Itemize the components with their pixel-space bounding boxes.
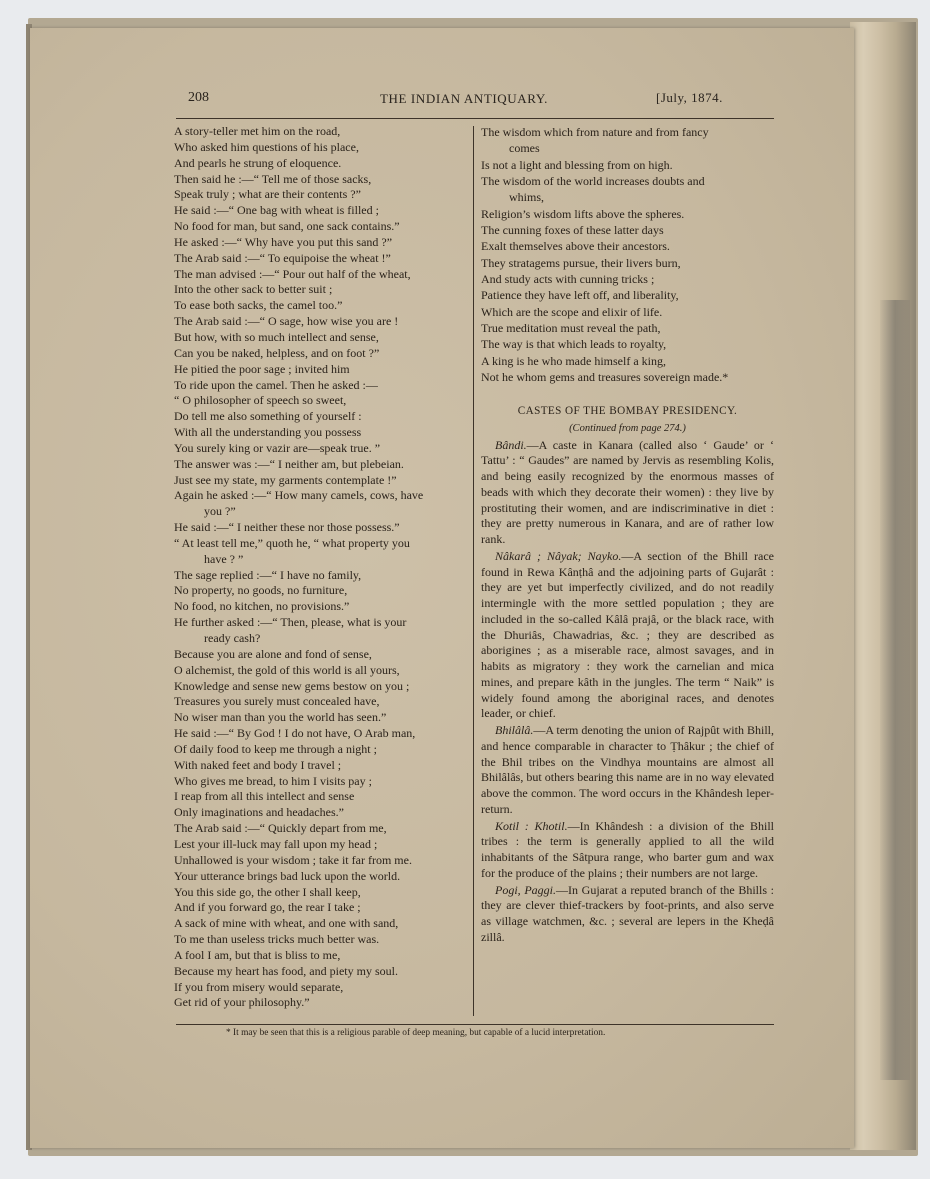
poem-line: The way is that which leads to royalty, (481, 337, 667, 352)
poem-line: Into the other sack to better suit ; (174, 282, 333, 297)
header-rule (176, 118, 774, 119)
poem-line: A fool I am, but that is bliss to me, (174, 947, 341, 962)
poem-line: Get rid of your philosophy.” (174, 995, 310, 1010)
poem-line: The answer was :—“ I neither am, but plebeian. (174, 456, 404, 471)
poem-line: Patience they have left off, and liberality, (481, 288, 679, 303)
poem-line: He said :—“ By God ! I do not have, O Arab man, (174, 726, 416, 741)
poem-line: No property, no goods, no furniture, (174, 583, 348, 598)
poem-line: And study acts with cunning tricks ; (481, 272, 655, 287)
poem-line: Lest your ill-luck may fall upon my head ; (174, 836, 378, 851)
poem-line: Religion’s wisdom lifts above the spheres. (481, 206, 685, 221)
poem-line: Because you are alone and fond of sense, (174, 646, 372, 661)
poem-line: The Arab said :—“ O sage, how wise you are ! (174, 314, 399, 329)
poem-line: The man advised :—“ Pour out half of the wheat, (174, 266, 411, 281)
poem-line: Only imaginations and headaches.” (174, 805, 344, 820)
caste-description: —In Khândesh : a division of the Bhill tribes : the term is generally applied to all the wild inhabitants of the Sâtpura range, who barter gum and wax for the produce of the plains ; their numbers are not large. (481, 818, 775, 880)
poem-line: No food, no kitchen, no provisions.” (174, 599, 350, 614)
poem-line: Can you be naked, helpless, and on foot ?” (174, 345, 380, 360)
poem-line: But how, with so much intellect and sense, (174, 329, 379, 344)
poem-line: With all the understanding you possess (174, 425, 362, 440)
poem-line: The sage replied :—“ I have no family, (174, 567, 362, 582)
issue-date: [July, 1874. (656, 90, 723, 105)
left-column-poem (174, 124, 470, 1011)
poem-line: If you from misery would separate, (174, 979, 344, 994)
footnote: * It may be seen that this is a religious parable of deep meaning, but capable of a lucid interpretation. (226, 1028, 606, 1038)
poem-line: O alchemist, the gold of this world is all yours, (174, 662, 400, 677)
poem-line: Who gives me bread, to him I visits pay ; (174, 773, 372, 788)
poem-line: Again he asked :—“ How many camels, cows, have (174, 488, 424, 503)
poem-line: Not he whom gems and treasures sovereign made.* (481, 370, 729, 385)
caste-description: —In Gujarat a reputed branch of the Bhills : they are clever thief-trackers by foot-prints, and also serve as village watchmen, &c. ; several are lepers in the Kheḍâ zillâ. (481, 882, 775, 944)
column-rule (473, 126, 474, 1016)
caste-entries (481, 438, 774, 946)
poem-line: No food for man, but sand, one sack contains.” (174, 219, 400, 234)
caste-description: —A caste in Kanara (called also ‘ Gaude’ or ‘ Tattu’ : “ Gaudes” are named by Jervis as resembling Kolis, and being easily recognized by the enormous masses of beads with which they decorate their women) : they live by prostituting their women, and are indiscriminative in diet : they are pretty numerous in Kanara, and are of rather low rank. (481, 437, 774, 546)
poem-line: True meditation must reveal the path, (481, 321, 661, 336)
caste-term: Nâkarâ ; Nâyak; Nayko. (495, 548, 622, 563)
poem-line: Your utterance brings bad luck upon the world. (174, 868, 401, 883)
poem-line: ready cash? (204, 631, 261, 645)
poem-line: And pearls he strung of eloquence. (174, 155, 342, 170)
poem-line: “ O philosopher of speech so sweet, (174, 393, 347, 408)
poem-line: Is not a light and blessing from on high. (481, 157, 673, 172)
poem-line: whims, (509, 190, 545, 205)
poem-line: He said :—“ One bag with wheat is filled ; (174, 203, 379, 218)
caste-entry (481, 883, 774, 946)
poem-line: Which are the scope and elixir of life. (481, 304, 663, 319)
poem-line: You this side go, the other I shall keep, (174, 884, 361, 899)
caste-term: Kotil : Khotil. (495, 818, 568, 833)
poem-line: He further asked :—“ Then, please, what is your (174, 615, 407, 630)
poem-line: Of daily food to keep me through a night ; (174, 741, 377, 756)
poem-line: He said :—“ I neither these nor those possess.” (174, 520, 400, 535)
poem-line: With naked feet and body I travel ; (174, 757, 342, 772)
caste-entry (481, 819, 774, 882)
caste-term: Pogi, Paggi. (495, 882, 557, 897)
page-number: 208 (188, 90, 209, 105)
footnote-rule (176, 1024, 774, 1025)
poem-line: Speak truly ; what are their contents ?” (174, 187, 361, 202)
poem-line: To ease both sacks, the camel too.” (174, 298, 343, 313)
poem-line: comes (509, 141, 540, 156)
poem-line: Treasures you surely must concealed have, (174, 694, 380, 709)
caste-entry (481, 723, 774, 818)
poem-line: He asked :—“ Why have you put this sand ?” (174, 234, 393, 249)
caste-term: Bhilâlâ. (495, 723, 534, 737)
running-header (0, 90, 930, 112)
poem-line: Unhallowed is your wisdom ; take it far from me. (174, 852, 412, 867)
poem-line: He pitied the poor sage ; invited him (174, 361, 350, 376)
poem-line: have ? ” (204, 551, 244, 566)
poem-line: The wisdom of the world increases doubts and (481, 174, 705, 189)
poem-line: Do tell me also something of yourself : (174, 409, 362, 424)
poem-line: To ride upon the camel. Then he asked :— (174, 377, 378, 392)
board-stain (880, 300, 910, 1080)
poem-line: The wisdom which from nature and from fancy (481, 125, 709, 139)
poem-line: you ?” (204, 504, 236, 519)
poem-line: To me than useless tricks much better was. (174, 932, 380, 947)
poem-line: Knowledge and sense new gems bestow on you ; (174, 678, 410, 693)
poem-line: Then said he :—“ Tell me of those sacks, (174, 171, 372, 186)
poem-line: I reap from all this intellect and sense (174, 789, 355, 804)
caste-term: Bândi. (495, 437, 527, 452)
caste-entry (481, 549, 774, 722)
poem-line: Who asked him questions of his place, (174, 139, 359, 154)
poem-line: The Arab said :—“ To equipoise the wheat !” (174, 250, 391, 265)
poem-line: You surely king or vazir are—speak true. ” (174, 440, 381, 455)
poem-line: The Arab said :—“ Quickly depart from me, (174, 821, 387, 836)
journal-title: THE INDIAN ANTIQUARY. (380, 91, 548, 106)
section-title: CASTES OF THE BOMBAY PRESIDENCY. (517, 404, 738, 417)
poem-line: They stratagems pursue, their livers burn, (481, 255, 681, 270)
poem-line: No wiser man than you the world has seen.” (174, 710, 387, 725)
right-column (481, 124, 774, 946)
poem-line: Exalt themselves above their ancestors. (481, 239, 670, 254)
poem-line: “ At least tell me,” quoth he, “ what property you (174, 535, 410, 550)
right-column-poem (481, 124, 774, 386)
caste-description: —A term denoting the union of Rajpût with Bhill, and hence comparable in character to Ṭhâkur ; the chief of the Bhil tribes on the Vindhya mountains are almost all Bhilâlâs, but others bearing this name are in no way elevated above the common. The word occurs in the Khândesh leper-return. (481, 723, 774, 816)
poem-line: A king is he who made himself a king, (481, 353, 666, 368)
poem-line: A story-teller met him on the road, (174, 124, 341, 138)
poem-line: Because my heart has food, and piety my soul. (174, 963, 398, 978)
caste-entry (481, 438, 774, 548)
caste-description: —A section of the Bhill race found in Rewa Kânṭhâ and the adjoining parts of Gujarât : they are yet but imperfectly civilized, and do not readily intermingle with the more settled population ; they are included in the so-called Kâlâ prajâ, or the black race, with the Dhuriâs, Chawadrias, &c. ; they are described as aborigines ; as a miserable race, almost savages, and in habits as migratory : they work the carnelian and mica mines, and prepare kâth in the jungles. The term “ Naik” is widely found among the aboriginal races, and denotes leader, or chief. (481, 548, 774, 721)
poem-line: And if you forward go, the rear I take ; (174, 900, 361, 915)
poem-line: A sack of mine with wheat, and one with sand, (174, 916, 399, 931)
poem-line: The cunning foxes of these latter days (481, 223, 664, 238)
section-subtitle: (Continued from page 274.) (569, 422, 686, 434)
poem-line: Just see my state, my garments contemplate !” (174, 472, 397, 487)
